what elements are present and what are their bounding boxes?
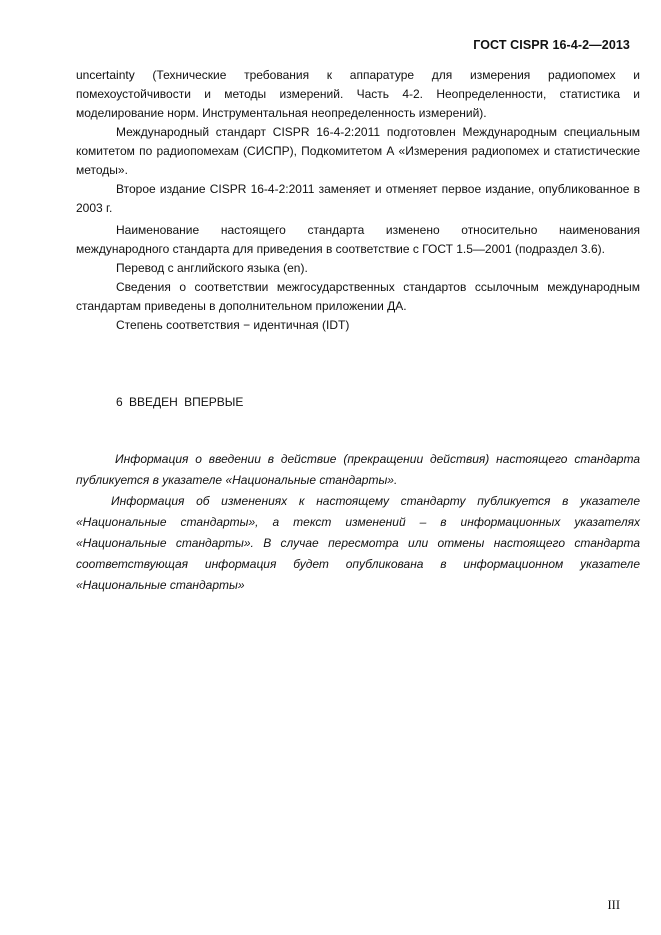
paragraph-translation-language: Перевод с английского языка (en).: [116, 261, 308, 275]
standard-code-header: ГОСТ CISPR 16-4-2—2013: [473, 38, 630, 52]
paragraph-degree-of-conformity: Степень соответствия − идентичная (IDT): [116, 318, 350, 332]
info-paragraph-introduction: Информация о введении в действие (прекращении действия) настоящего стандарта публикуется в указателе «Национальные стандарты».: [76, 452, 640, 487]
publication-info-block: [76, 449, 640, 596]
info-paragraph-amendments: Информация об изменениях к настоящему стандарту публикуется в указателе «Национальные стандарты», а текст изменений – в информационных указателях «Национальные стандарты». В случае пересмотра или отмены настоящего стандарта соответствующая информация будет опубликована в информационном указателе «Национальные стандарты»: [76, 494, 640, 592]
foreword-body: [76, 66, 640, 335]
paragraph-references-info: Сведения о соответствии межгосударственных стандартов ссылочным международным стандартам приведены в дополнительном приложении ДА.: [76, 280, 640, 313]
paragraph-prepared-by: Международный стандарт CISPR 16-4-2:2011 подготовлен Международным специальным комитетом по радиопомехам (СИСПР), Подкомитетом А «Измерения радиопомех и статистические методы».: [76, 125, 640, 177]
section-6-first-introduced: 6 ВВЕДЕН ВПЕРВЫЕ: [116, 395, 244, 409]
paragraph-title-translation: uncertainty (Технические требования к аппаратуре для измерения радиопомех и помехоустойчивости и методы измерений. Часть 4-2. Неопределенности, статистика и моделирование норм. Инструментальная неопределенность измерений).: [76, 68, 640, 120]
paragraph-title-change: Наименование настоящего стандарта изменено относительно наименования международного стандарта для приведения в соответствие с ГОСТ 1.5—2001 (подраздел 3.6).: [76, 223, 640, 256]
page-number: III: [607, 898, 620, 912]
paragraph-edition: Второе издание CISPR 16-4-2:2011 заменяет и отменяет первое издание, опубликованное в 2003 г.: [76, 182, 640, 215]
